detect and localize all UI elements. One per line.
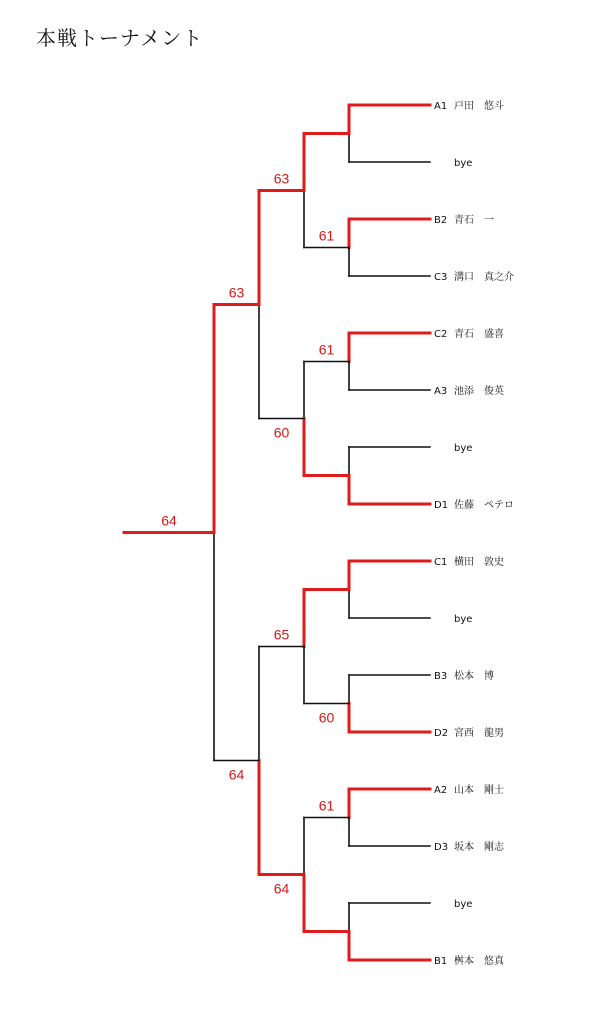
entry-seed: B3 (434, 671, 448, 682)
entry-seed: B2 (434, 215, 448, 226)
entry-name: 山本 剛士 (454, 785, 504, 796)
entry-name: 溝口 真之介 (454, 272, 514, 283)
entry-name: 池添 俊英 (454, 386, 504, 397)
entry-seed: C2 (434, 329, 448, 340)
entry-name: bye (454, 158, 473, 169)
entry-seed: D3 (434, 842, 449, 853)
entry-name: 佐藤 ペテロ (454, 500, 514, 511)
match-score: 64 (273, 880, 290, 897)
entry-name: bye (454, 443, 473, 454)
entry-seed: A3 (434, 386, 448, 397)
entry-name: 戸田 悠斗 (454, 101, 504, 112)
entry-name: 青石 盛喜 (454, 329, 504, 340)
entry-name: 松本 博 (454, 671, 494, 682)
match-score: 64 (161, 512, 177, 529)
entry-seed: B1 (434, 956, 448, 967)
match-score: 63 (273, 170, 290, 187)
entry-seed: A1 (434, 101, 448, 112)
entry-name: bye (454, 614, 473, 625)
entry-name: 青石 一 (454, 215, 494, 226)
match-score: 61 (318, 227, 335, 244)
match-score: 64 (228, 766, 245, 783)
entry-seed: A2 (434, 785, 448, 796)
match-score: 65 (273, 626, 290, 643)
entry-seed: D1 (434, 500, 449, 511)
match-score: 63 (228, 284, 245, 301)
match-score: 60 (273, 424, 290, 441)
entry-name: 坂本 剛志 (454, 842, 504, 853)
entry-seed: C1 (434, 557, 448, 568)
entry-seed: D2 (434, 728, 449, 739)
entry-seed: C3 (434, 272, 448, 283)
entry-name: bye (454, 899, 473, 910)
match-score: 60 (318, 709, 335, 726)
entry-name: 桝本 悠真 (454, 956, 504, 967)
page-title: 本戦トーナメント (36, 26, 204, 50)
entry-name: 横田 敦史 (454, 557, 504, 568)
entry-name: 宮西 龍男 (454, 728, 504, 739)
match-score: 61 (318, 797, 335, 814)
match-score: 61 (318, 341, 335, 358)
